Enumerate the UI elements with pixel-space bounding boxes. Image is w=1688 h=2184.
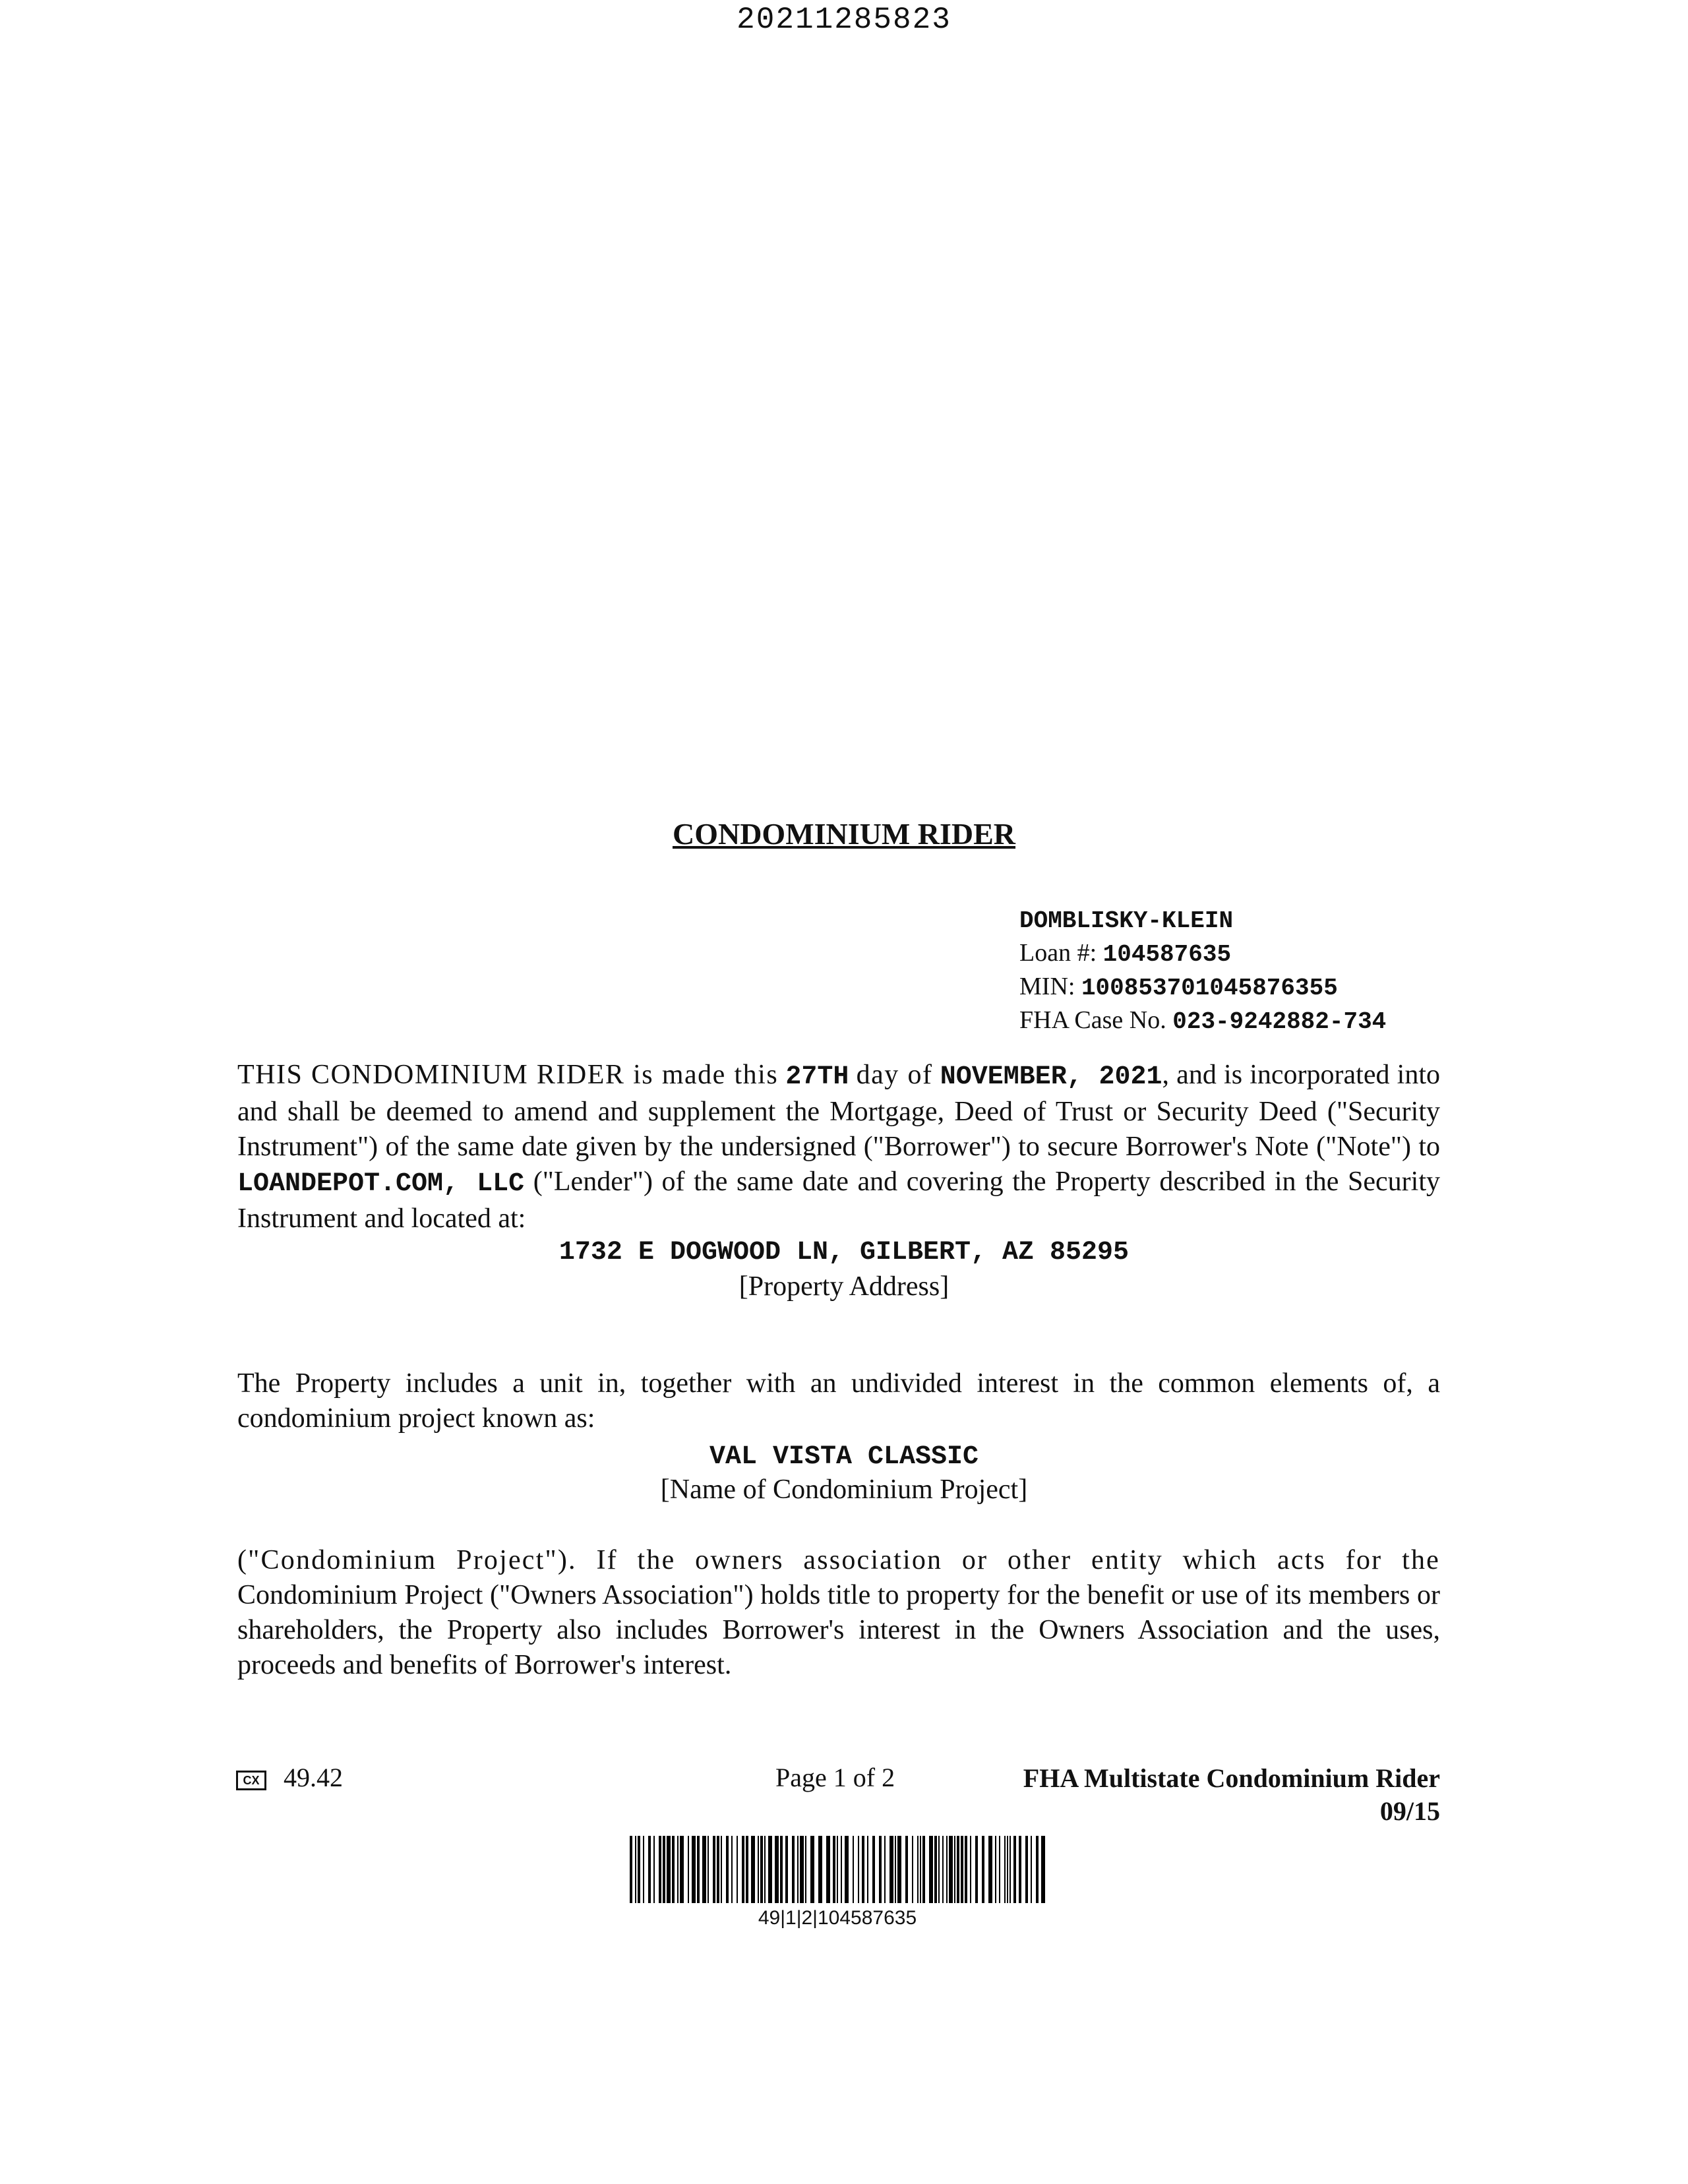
barcode-text: 49|1|2|104587635: [758, 1907, 917, 1929]
property-address: 1732 E DOGWOOD LN, GILBERT, AZ 85295: [558, 1238, 1130, 1267]
page-number: Page 1 of 2: [775, 1763, 895, 1792]
form-title-block: [923, 1762, 1440, 1828]
owners-association-paragraph: [237, 1543, 1440, 1683]
project-name-line: [0, 1438, 1688, 1474]
fha-case-number: 023-9242882-734: [1172, 1008, 1387, 1035]
fha-case-label: FHA Case No.: [1019, 1006, 1166, 1034]
property-address-line: [0, 1233, 1688, 1270]
min-label: MIN:: [1019, 973, 1075, 1000]
loan-number: 104587635: [1102, 941, 1232, 968]
min-line: [1019, 971, 1386, 1004]
recording-number: 20211285823: [737, 3, 951, 37]
form-title: FHA Multistate Condominium Rider: [1023, 1763, 1440, 1793]
form-provider-icon: CX: [236, 1771, 266, 1790]
borrower-name: DOMBLISKY-KLEIN: [1019, 907, 1234, 934]
form-number: 49.42: [284, 1763, 343, 1792]
form-date: 09/15: [1379, 1796, 1440, 1826]
lender-name: LOANDEPOT.COM, LLC: [237, 1169, 525, 1199]
owners-association-lead: ("Condominium Project"). If the owners association or other entity which acts for the: [237, 1545, 1440, 1575]
document-title: CONDOMINIUM RIDER: [672, 817, 1016, 851]
owners-association-text: Condominium Project ("Owners Association") holds title to property for the benefit or use of its members or shareholders, the Property also includes Borrower's interest in the Owners Association and the uses, proceeds and benefits of Borrower's interest.: [237, 1580, 1440, 1680]
fha-case-line: [1019, 1004, 1386, 1038]
barcode-image: [630, 1836, 1045, 1903]
rider-day: 27TH: [785, 1062, 849, 1092]
project-name-caption: [Name of Condominium Project]: [660, 1474, 1028, 1505]
rider-intro-paragraph: [237, 1058, 1440, 1236]
intro-text-b: ("Lender") of the same date and covering the Property described in the Security Instrument and located at:: [237, 1167, 1440, 1234]
loan-number-label: Loan #:: [1019, 939, 1097, 967]
min-number: 100853701045876355: [1081, 975, 1338, 1002]
day-of-text: day of: [856, 1060, 933, 1090]
condominium-project-name: VAL VISTA CLASSIC: [709, 1442, 979, 1472]
intro-lead: THIS CONDOMINIUM RIDER is made this: [237, 1060, 779, 1090]
intro-text-a: , and is incorporated into and shall be deemed to amend and supplement the Mortgage, Deed of Trust or Security Deed ("Security Instrument") of the same date given by the undersigned ("Borrower") to secure Borrower's Note ("Note") to: [237, 1060, 1441, 1162]
loan-info-block: [1019, 903, 1386, 1038]
rider-month-year: NOVEMBER, 2021: [940, 1062, 1162, 1092]
borrower-name-line: [1019, 903, 1386, 937]
property-unit-paragraph: The Property includes a unit in, together with an undivided interest in the common elements of, a condominium project known as:: [237, 1368, 1440, 1434]
loan-number-line: [1019, 937, 1386, 971]
property-address-caption: [Property Address]: [738, 1271, 950, 1302]
